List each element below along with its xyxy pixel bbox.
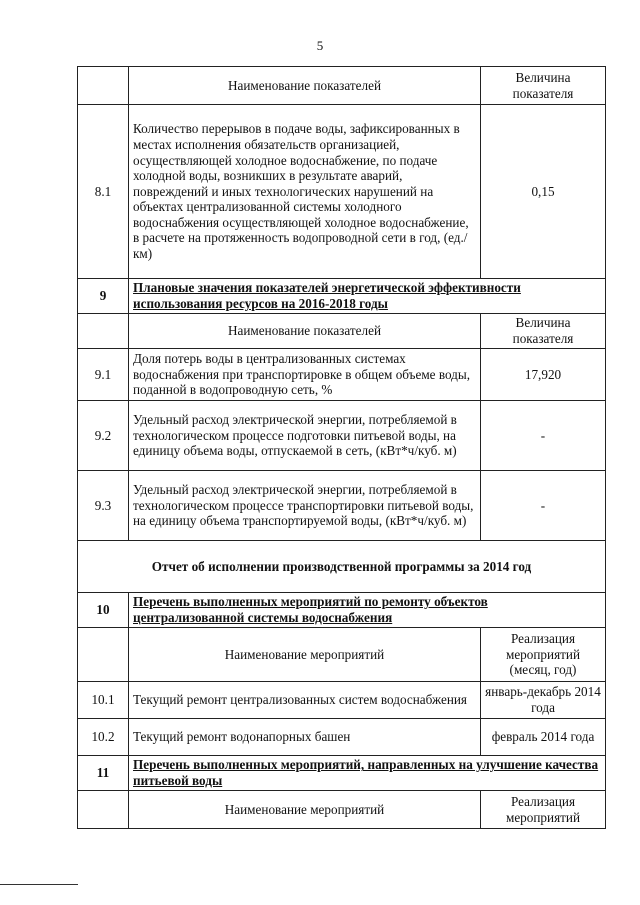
section-row	[78, 279, 606, 314]
header-value: Величина показателя	[481, 314, 606, 349]
report-title-row	[78, 541, 606, 593]
row-number: 10.2	[78, 719, 129, 756]
table-row	[78, 401, 606, 471]
page-number: 5	[316, 38, 324, 53]
table-header-row	[78, 791, 606, 829]
header-name: Наименование показателей	[129, 67, 481, 105]
header-value: Величина показателя	[481, 67, 606, 105]
header-num-cell	[78, 314, 129, 349]
row-text: Текущий ремонт водонапорных башен	[129, 719, 481, 756]
table-row	[78, 471, 606, 541]
section-title: Плановые значения показателей энергетической эффективности использования ресурсов на 2016-2018 годы	[129, 279, 606, 314]
row-number: 9.1	[78, 349, 129, 401]
section-number: 10	[78, 593, 129, 628]
header-num-cell	[78, 67, 129, 105]
row-value: январь-декабрь 2014 года	[481, 682, 606, 719]
row-text: Удельный расход электрической энергии, потребляемой в технологическом процессе подготовки питьевой воды, на единицу объема воды, отпускаемой в сеть, (кВт*ч/куб. м)	[129, 401, 481, 471]
indicators-table	[77, 66, 606, 829]
header-name: Наименование мероприятий	[129, 628, 481, 682]
table-header-row	[78, 314, 606, 349]
section-number: 9	[78, 279, 129, 314]
row-text: Текущий ремонт централизованных систем водоснабжения	[129, 682, 481, 719]
table-header-row	[78, 628, 606, 682]
header-value: Реализация мероприятий (месяц, год)	[481, 628, 606, 682]
header-name: Наименование мероприятий	[129, 791, 481, 829]
section-title: Перечень выполненных мероприятий по ремонту объектов централизованной системы водоснабжения	[129, 593, 606, 628]
row-value: 0,15	[481, 105, 606, 279]
row-value: -	[481, 471, 606, 541]
table-row	[78, 719, 606, 756]
table-header-row	[78, 67, 606, 105]
header-value: Реализация мероприятий	[481, 791, 606, 829]
header-num-cell	[78, 628, 129, 682]
row-value: -	[481, 401, 606, 471]
row-value: февраль 2014 года	[481, 719, 606, 756]
row-number: 9.3	[78, 471, 129, 541]
header-num-cell	[78, 791, 129, 829]
table-row	[78, 349, 606, 401]
row-text: Количество перерывов в подаче воды, зафиксированных в местах исполнения обязательств организацией, осуществляющей холодное водоснабжение, по подаче холодной воды, возникших в результате аварий, повреждений и иных технологических нарушений на объектах централизованной системы холодного водоснабжения осуществляющей холодное водоснабжение, в расчете на протяженность водопроводной сети в год, (ед./км)	[129, 105, 481, 279]
table-row	[78, 682, 606, 719]
section-title: Перечень выполненных мероприятий, направленных на улучшение качества питьевой воды	[129, 756, 606, 791]
table-row	[78, 105, 606, 279]
row-number: 9.2	[78, 401, 129, 471]
section-row	[78, 756, 606, 791]
row-number: 8.1	[78, 105, 129, 279]
row-text: Доля потерь воды в централизованных системах водоснабжения при транспортировке в общем объеме воды, поданной в водопроводную сеть, %	[129, 349, 481, 401]
report-title: Отчет об исполнении производственной программы за 2014 год	[78, 541, 606, 593]
section-number: 11	[78, 756, 129, 791]
row-text: Удельный расход электрической энергии, потребляемой в технологическом процессе транспортировки питьевой воды, на единицу объема транспортируемой воды, (кВт*ч/куб. м)	[129, 471, 481, 541]
header-name: Наименование показателей	[129, 314, 481, 349]
row-number: 10.1	[78, 682, 129, 719]
row-value: 17,920	[481, 349, 606, 401]
footnote-divider	[0, 884, 78, 885]
section-row	[78, 593, 606, 628]
